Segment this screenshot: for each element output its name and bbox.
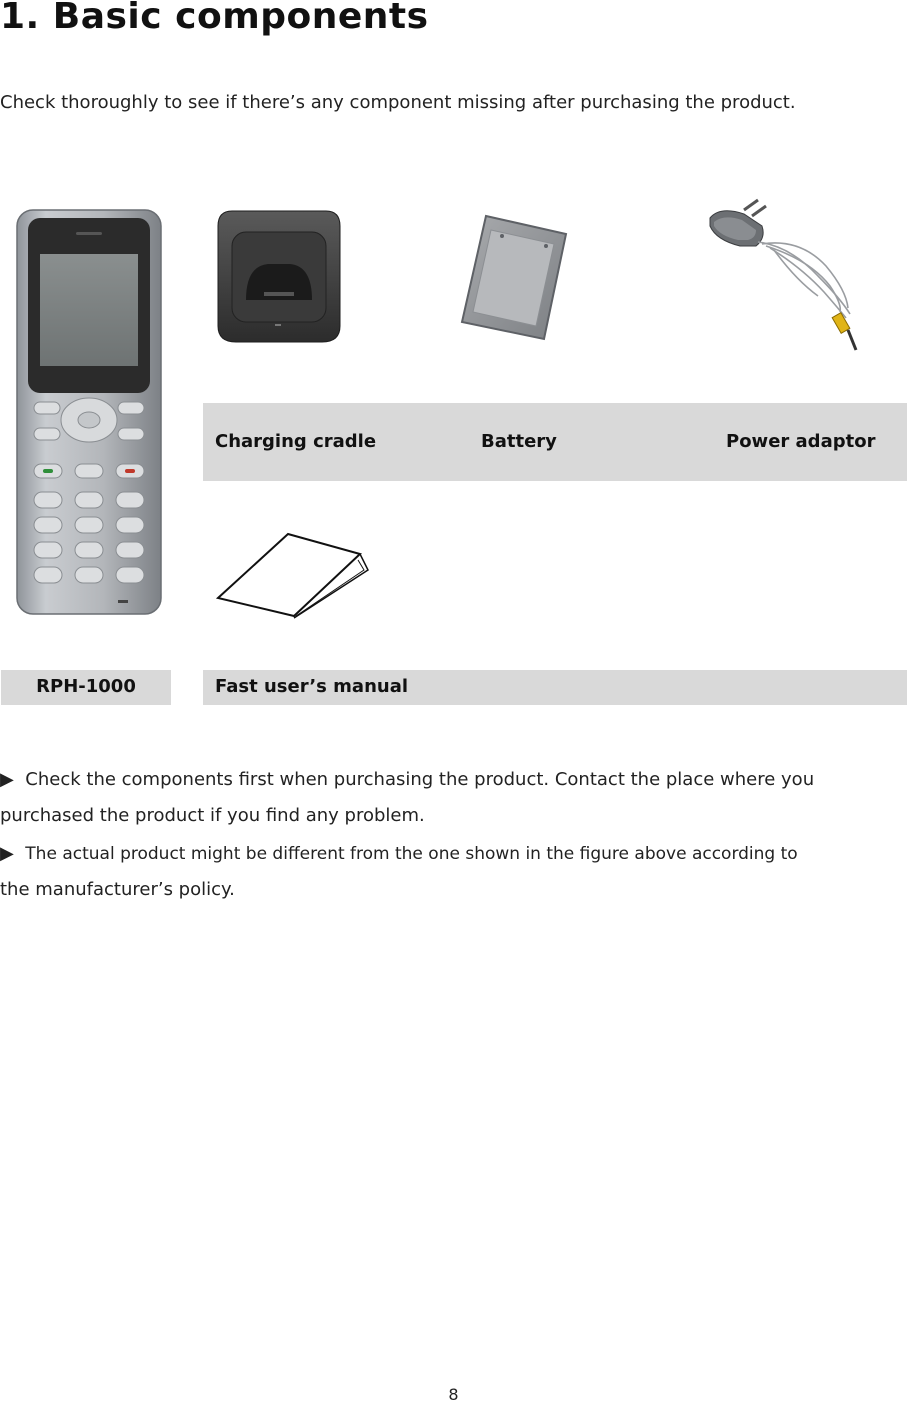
manual-label: Fast user’s manual xyxy=(215,676,409,697)
battery-icon xyxy=(458,212,570,342)
page-title: 1. Basic components xyxy=(0,0,429,37)
charging-cradle-label: Charging cradle xyxy=(215,431,377,452)
cradle-icon xyxy=(216,208,342,344)
phone-icon xyxy=(14,208,164,618)
note-1 xyxy=(0,762,907,834)
handset-label-bar xyxy=(1,670,171,705)
note-2 xyxy=(0,836,907,908)
bullet-icon: ▶ xyxy=(0,843,14,864)
power-adaptor-icon xyxy=(700,196,870,360)
battery-image xyxy=(458,212,570,342)
handset-image xyxy=(14,208,164,618)
intro-text: Check thoroughly to see if there’s any component missing after purchasing the product. xyxy=(0,92,796,113)
power-adaptor-image xyxy=(700,196,870,360)
page-number: 8 xyxy=(448,1385,459,1404)
handset-label: RPH-1000 xyxy=(36,676,136,697)
manual-label-bar xyxy=(203,670,907,705)
bullet-icon: ▶ xyxy=(0,769,14,790)
note-1-line2: purchased the product if you find any problem. xyxy=(0,805,425,826)
manual-icon xyxy=(214,530,374,622)
components-label-bar xyxy=(203,403,907,481)
note-2-line2: the manufacturer’s policy. xyxy=(0,879,235,900)
manual-image xyxy=(214,530,374,622)
charging-cradle-image xyxy=(216,208,342,344)
note-1-line1 xyxy=(0,762,907,798)
note-1-text: Check the components first when purchasing the product. Contact the place where you xyxy=(25,769,815,790)
note-2-line1 xyxy=(0,836,907,872)
power-adaptor-label: Power adaptor xyxy=(726,431,876,452)
note-2-text: The actual product might be different from the one shown in the figure above according to xyxy=(25,844,798,864)
battery-label: Battery xyxy=(481,431,557,452)
